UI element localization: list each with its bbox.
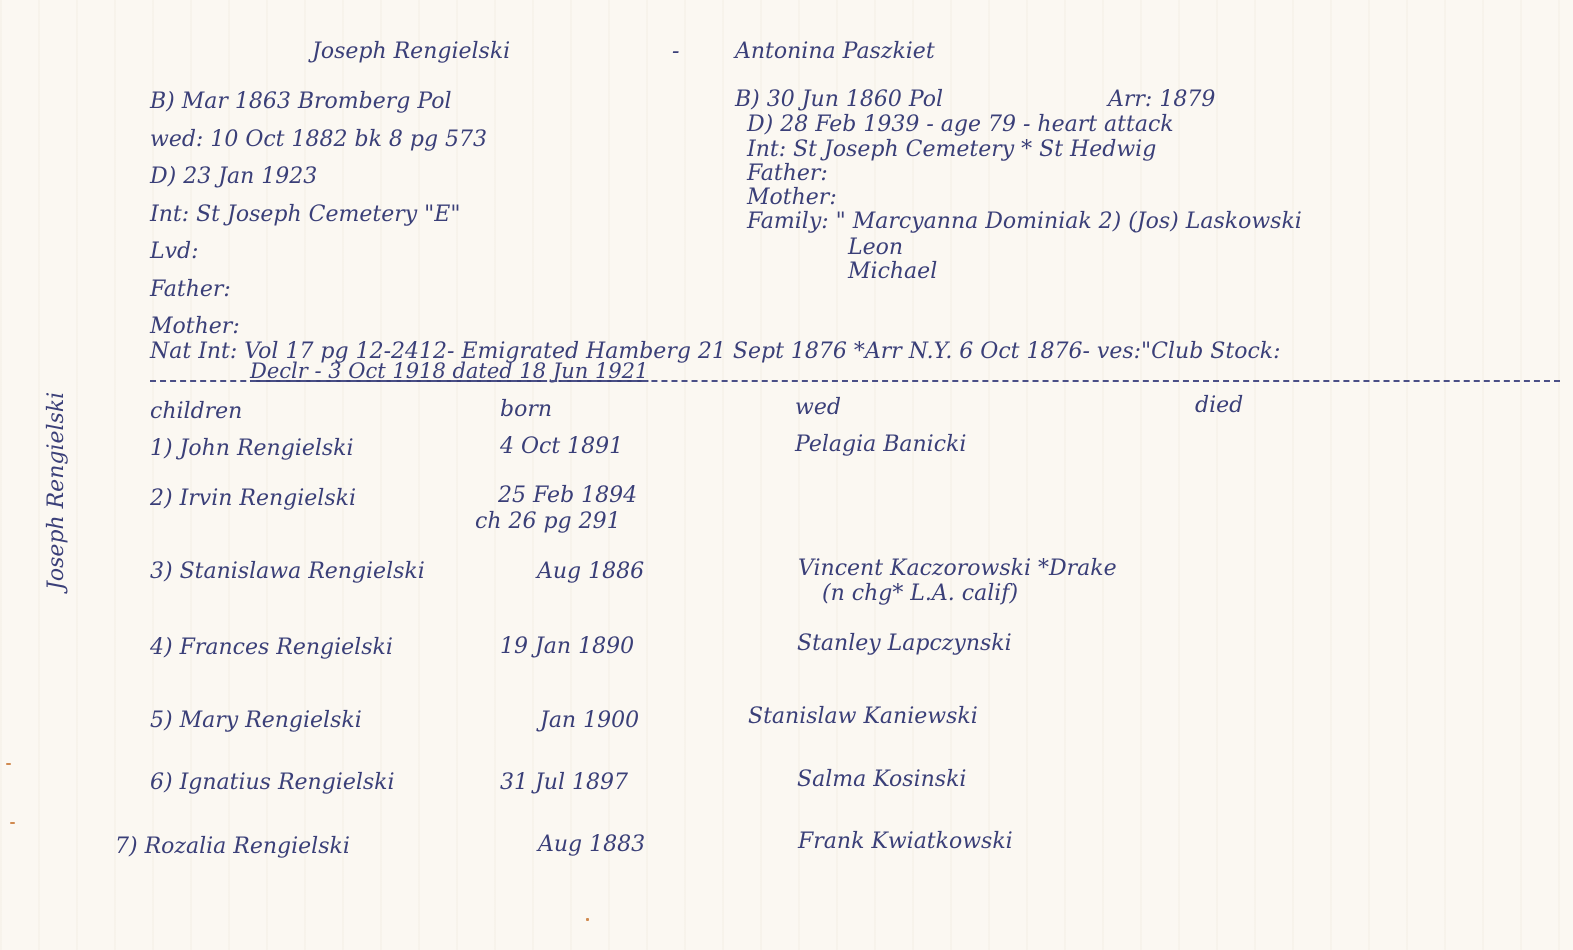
- paper-mark: [10, 822, 15, 824]
- child-spouse: Pelagia Banicki: [795, 432, 967, 457]
- child-name: 6) Ignatius Rengielski: [150, 770, 395, 795]
- paper-mark: [586, 918, 589, 921]
- child-born: 31 Jul 1897: [500, 770, 628, 795]
- wife-interment: Int: St Joseph Cemetery * St Hedwig: [747, 137, 1157, 162]
- wife-family-michael: Michael: [848, 259, 938, 284]
- naturalization-info: Nat Int: Vol 17 pg 12-2412- Emigrated Hamberg 21 Sept 1876 *Arr N.Y. 6 Oct 1876- ves:"Club Stock:: [150, 339, 1281, 364]
- child-born: Aug 1886: [537, 559, 645, 584]
- child-name: 1) John Rengielski: [150, 436, 354, 461]
- husband-interment: Int: St Joseph Cemetery "E": [150, 202, 461, 227]
- husband-father: Father:: [150, 277, 231, 302]
- wife-family: Family: " Marcyanna Dominiak 2) (Jos) Laskowski: [747, 209, 1302, 234]
- child-name: 7) Rozalia Rengielski: [115, 834, 350, 859]
- child-born: 4 Oct 1891: [500, 434, 624, 459]
- child-name: 5) Mary Rengielski: [150, 708, 362, 733]
- paper-mark: [6, 763, 11, 765]
- wife-died: D) 28 Feb 1939 - age 79 - heart attack: [747, 112, 1174, 137]
- husband-born: B) Mar 1863 Bromberg Pol: [150, 89, 452, 114]
- header-died: died: [1195, 393, 1244, 418]
- husband-mother: Mother:: [150, 314, 240, 339]
- header-wed: wed: [795, 395, 841, 420]
- child-born: 25 Feb 1894: [498, 483, 638, 508]
- header-born: born: [500, 397, 553, 422]
- child-spouse: Vincent Kaczorowski *Drake: [798, 556, 1117, 581]
- husband-wed: wed: 10 Oct 1882 bk 8 pg 573: [150, 127, 488, 152]
- section-divider: [150, 380, 1560, 382]
- wife-father: Father:: [747, 161, 828, 186]
- child-name: 2) Irvin Rengielski: [150, 486, 356, 511]
- wife-arrived: Arr: 1879: [1108, 87, 1216, 112]
- wife-mother: Mother:: [747, 185, 837, 210]
- child-spouse: Frank Kwiatkowski: [798, 829, 1013, 854]
- margin-name-label: Joseph Rengielski: [44, 391, 69, 590]
- wife-family-leon: Leon: [848, 235, 904, 260]
- child-spouse: Stanley Lapczynski: [797, 631, 1012, 656]
- child-born: Aug 1883: [538, 832, 646, 857]
- wife-name: Antonina Paszkiet: [735, 39, 935, 64]
- child-born: Jan 1900: [540, 708, 640, 733]
- husband-died: D) 23 Jan 1923: [150, 164, 318, 189]
- husband-lived: Lvd:: [150, 239, 199, 264]
- husband-name: Joseph Rengielski: [312, 39, 511, 64]
- wife-born: B) 30 Jun 1860 Pol: [735, 87, 944, 112]
- child-born-note: ch 26 pg 291: [475, 509, 621, 534]
- child-name: 4) Frances Rengielski: [150, 635, 393, 660]
- child-spouse: Stanislaw Kaniewski: [748, 704, 978, 729]
- header-separator: -: [672, 39, 680, 64]
- child-spouse: Salma Kosinski: [797, 767, 967, 792]
- header-children: children: [150, 399, 243, 424]
- child-born: 19 Jan 1890: [500, 634, 635, 659]
- declaration-info: Declr - 3 Oct 1918 dated 18 Jun 1921: [250, 359, 649, 383]
- child-spouse-note: (n chg* L.A. calif): [822, 581, 1019, 606]
- child-name: 3) Stanislawa Rengielski: [150, 559, 425, 584]
